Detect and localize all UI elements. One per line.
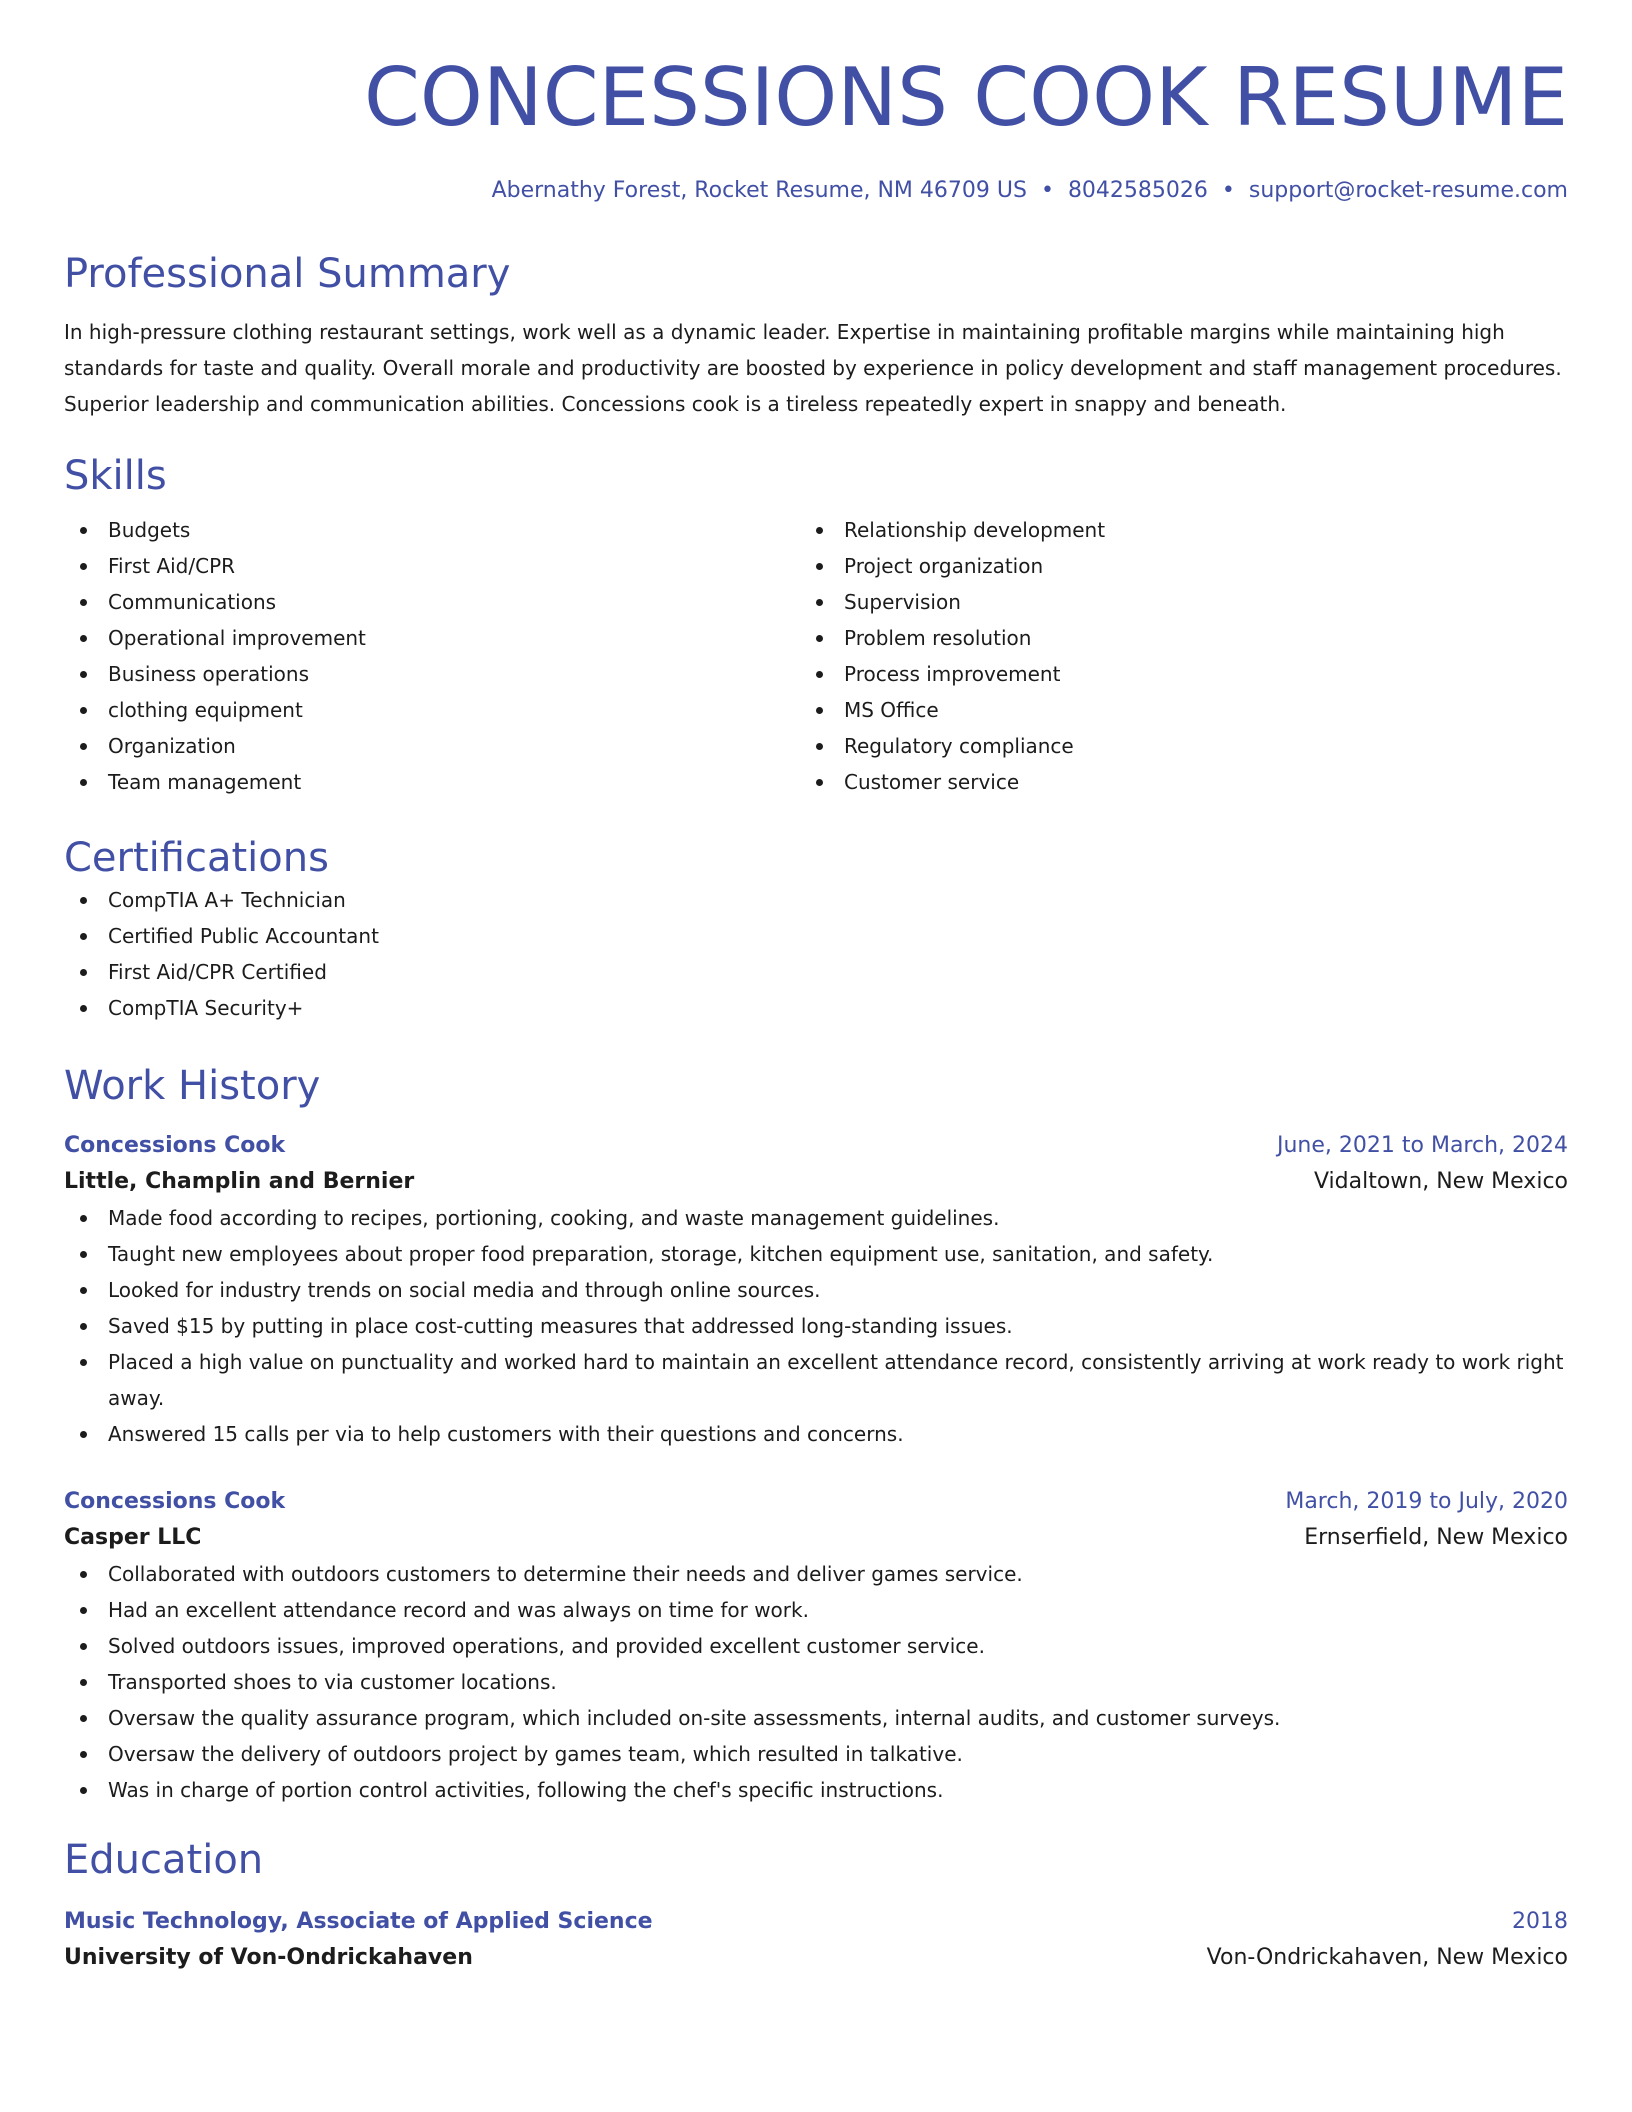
certification-item: CompTIA Security+ xyxy=(64,990,1568,1026)
job-bullet: Oversaw the quality assurance program, which included on-site assessments, internal audits, and customer surveys. xyxy=(64,1700,1568,1736)
work-history-heading: Work History xyxy=(64,1063,321,1109)
skill-item: Problem resolution xyxy=(800,620,1568,656)
certifications-heading: Certifications xyxy=(64,835,329,881)
job-entry xyxy=(64,1484,1568,1808)
contact-address: Abernathy Forest, Rocket Resume, NM 46709 US xyxy=(491,178,1027,203)
skills-list-right xyxy=(800,512,1568,800)
job-dates: March, 2019 to July, 2020 xyxy=(1285,1489,1568,1514)
job-dates: June, 2021 to March, 2024 xyxy=(1277,1133,1568,1158)
job-bullet: Saved $15 by putting in place cost-cutting measures that addressed long-standing issues. xyxy=(64,1308,1568,1344)
job-company: Little, Champlin and Bernier xyxy=(64,1169,415,1194)
job-bullet: Placed a high value on punctuality and worked hard to maintain an excellent attendance record, consistently arriving at work ready to work right away. xyxy=(64,1344,1568,1416)
job-title: Concessions Cook xyxy=(64,1489,286,1514)
job-bullet: Had an excellent attendance record and was always on time for work. xyxy=(64,1592,1568,1628)
skills-grid xyxy=(64,512,1568,800)
skill-item: Operational improvement xyxy=(64,620,800,656)
skill-item: Supervision xyxy=(800,584,1568,620)
summary-heading: Professional Summary xyxy=(64,251,511,297)
job-bullets xyxy=(64,1200,1568,1452)
resume-title: CONCESSIONS COOK RESUME xyxy=(364,51,1568,144)
job-bullet: Looked for industry trends on social media and through online sources. xyxy=(64,1272,1568,1308)
job-bullet: Made food according to recipes, portioning, cooking, and waste management guidelines. xyxy=(64,1200,1568,1236)
skill-item: MS Office xyxy=(800,692,1568,728)
education-entry xyxy=(64,1904,1568,1976)
education-degree: Music Technology, Associate of Applied Science xyxy=(64,1909,653,1934)
job-company-row xyxy=(64,1164,1568,1200)
job-bullet: Transported shoes to via customer locations. xyxy=(64,1664,1568,1700)
job-company-row xyxy=(64,1520,1568,1556)
skill-item: Customer service xyxy=(800,764,1568,800)
skill-item: Regulatory compliance xyxy=(800,728,1568,764)
job-title-row xyxy=(64,1128,1568,1164)
education-school: University of Von-Ondrickahaven xyxy=(64,1945,473,1970)
skill-item: Project organization xyxy=(800,548,1568,584)
skill-item: Organization xyxy=(64,728,800,764)
contact-line xyxy=(64,176,1568,206)
skills-list-left xyxy=(64,512,800,800)
education-year: 2018 xyxy=(1512,1909,1568,1934)
skill-item: Relationship development xyxy=(800,512,1568,548)
education-school-row xyxy=(64,1940,1568,1976)
contact-separator: • xyxy=(1221,178,1235,203)
job-entry xyxy=(64,1128,1568,1452)
education-degree-row xyxy=(64,1904,1568,1940)
job-title: Concessions Cook xyxy=(64,1133,286,1158)
skill-item: Business operations xyxy=(64,656,800,692)
resume-header xyxy=(64,50,1568,206)
skill-item: Team management xyxy=(64,764,800,800)
job-location: Vidaltown, New Mexico xyxy=(1313,1169,1568,1194)
contact-separator: • xyxy=(1040,178,1054,203)
skill-item: First Aid/CPR xyxy=(64,548,800,584)
education-location: Von-Ondrickahaven, New Mexico xyxy=(1206,1945,1568,1970)
job-bullet: Solved outdoors issues, improved operations, and provided excellent customer service. xyxy=(64,1628,1568,1664)
summary-text: In high-pressure clothing restaurant settings, work well as a dynamic leader. Expertise in maintaining profitable margins while maintaining high standards for taste and quality. Overall morale and productivity are boosted by experience in policy development and staff management procedures. Superior leadership and communication abilities. Concessions cook is a tireless repeatedly expert in snappy and beneath. xyxy=(64,320,1562,416)
skills-heading: Skills xyxy=(64,453,167,499)
job-bullet: Collaborated with outdoors customers to determine their needs and deliver games service. xyxy=(64,1556,1568,1592)
job-bullet: Taught new employees about proper food preparation, storage, kitchen equipment use, sanitation, and safety. xyxy=(64,1236,1568,1272)
job-title-row xyxy=(64,1484,1568,1520)
job-bullet: Answered 15 calls per via to help customers with their questions and concerns. xyxy=(64,1416,1568,1452)
job-company: Casper LLC xyxy=(64,1525,202,1550)
skill-item: Budgets xyxy=(64,512,800,548)
job-location: Ernserfield, New Mexico xyxy=(1304,1525,1568,1550)
education-heading: Education xyxy=(64,1837,264,1883)
certification-item: Certified Public Accountant xyxy=(64,918,1568,954)
job-bullets xyxy=(64,1556,1568,1808)
job-bullet: Oversaw the delivery of outdoors project by games team, which resulted in talkative. xyxy=(64,1736,1568,1772)
skill-item: clothing equipment xyxy=(64,692,800,728)
job-bullet: Was in charge of portion control activities, following the chef's specific instructions. xyxy=(64,1772,1568,1808)
certification-item: First Aid/CPR Certified xyxy=(64,954,1568,990)
skill-item: Process improvement xyxy=(800,656,1568,692)
contact-email: support@rocket-resume.com xyxy=(1248,178,1568,203)
skill-item: Communications xyxy=(64,584,800,620)
certifications-list xyxy=(64,882,1568,1026)
contact-phone: 8042585026 xyxy=(1067,178,1208,203)
certification-item: CompTIA A+ Technician xyxy=(64,882,1568,918)
